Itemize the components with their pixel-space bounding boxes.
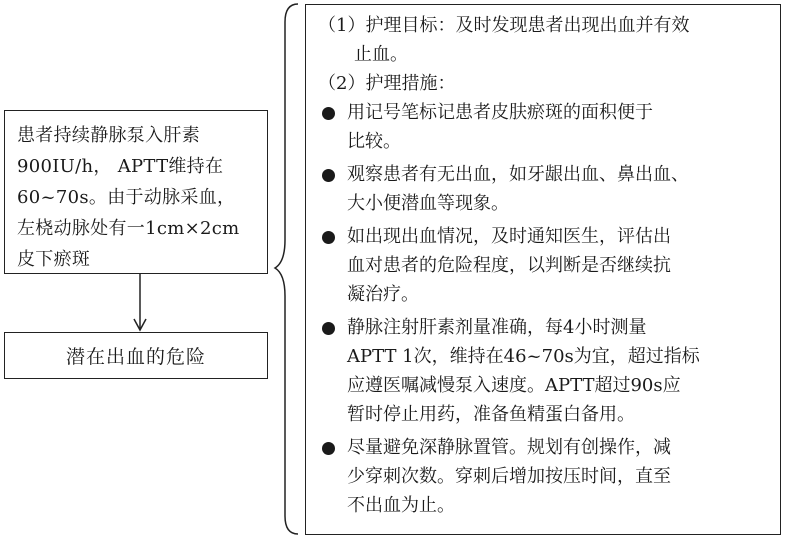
measure-line: 比较。 [347,131,401,152]
measure-item [318,98,770,156]
measure-line: 血对患者的危险程度，以判断是否继续抗 [347,255,671,276]
measure-line: 用记号笔标记患者皮肤瘀斑的面积便于 [347,102,653,123]
measure-line: 少穿刺次数。穿刺后增加按压时间，直至 [347,466,671,487]
measure-line: APTT 1次，维持在46~70s为宜，超过指标 [347,346,700,367]
measure-item [318,313,770,429]
down-arrow [130,274,150,334]
bullet-icon [322,231,335,244]
measure-item [318,160,770,218]
bullet-icon [322,107,335,120]
bullet-icon [322,442,335,455]
curly-brace [272,0,302,538]
nursing-plan-box [305,4,781,535]
measure-line: 暂时停止用药，准备鱼精蛋白备用。 [347,404,635,425]
measure-line: 静脉注射肝素剂量准确，每4小时测量 [347,317,647,338]
condition-line: 皮下瘀斑 [17,249,91,270]
measures-heading: （2）护理措施： [318,73,456,94]
patient-condition-box [4,110,268,274]
measure-line: 观察患者有无出血，如牙龈出血、鼻出血、 [347,164,689,185]
bullet-icon [322,169,335,182]
condition-line: 患者持续静脉泵入肝素 [17,125,200,146]
goal-line: （1）护理目标：及时发现患者出现出血并有效 [318,15,690,36]
measure-line: 大小便潜血等现象。 [347,193,509,214]
measure-line: 如出现出血情况，及时通知医生，评估出 [347,226,671,247]
measure-line: 凝治疗。 [347,284,419,305]
goal-line: 止血。 [354,44,408,65]
measure-line: 应遵医嘱减慢泵入速度。APTT超过90s应 [347,375,681,396]
bullet-icon [322,322,335,335]
condition-line: 900IU/h， APTT维持在 [17,156,224,177]
condition-line: 60~70s。由于动脉采血， [17,187,236,208]
risk-box [4,332,268,379]
measure-item [318,433,770,520]
measure-item [318,222,770,309]
condition-line: 左桡动脉处有一1cm×2cm [17,218,240,239]
risk-label: 潜在出血的危险 [65,346,206,368]
measure-line: 尽量避免深静脉置管。规划有创操作，减 [347,437,671,458]
measure-line: 不出血为止。 [347,495,455,516]
